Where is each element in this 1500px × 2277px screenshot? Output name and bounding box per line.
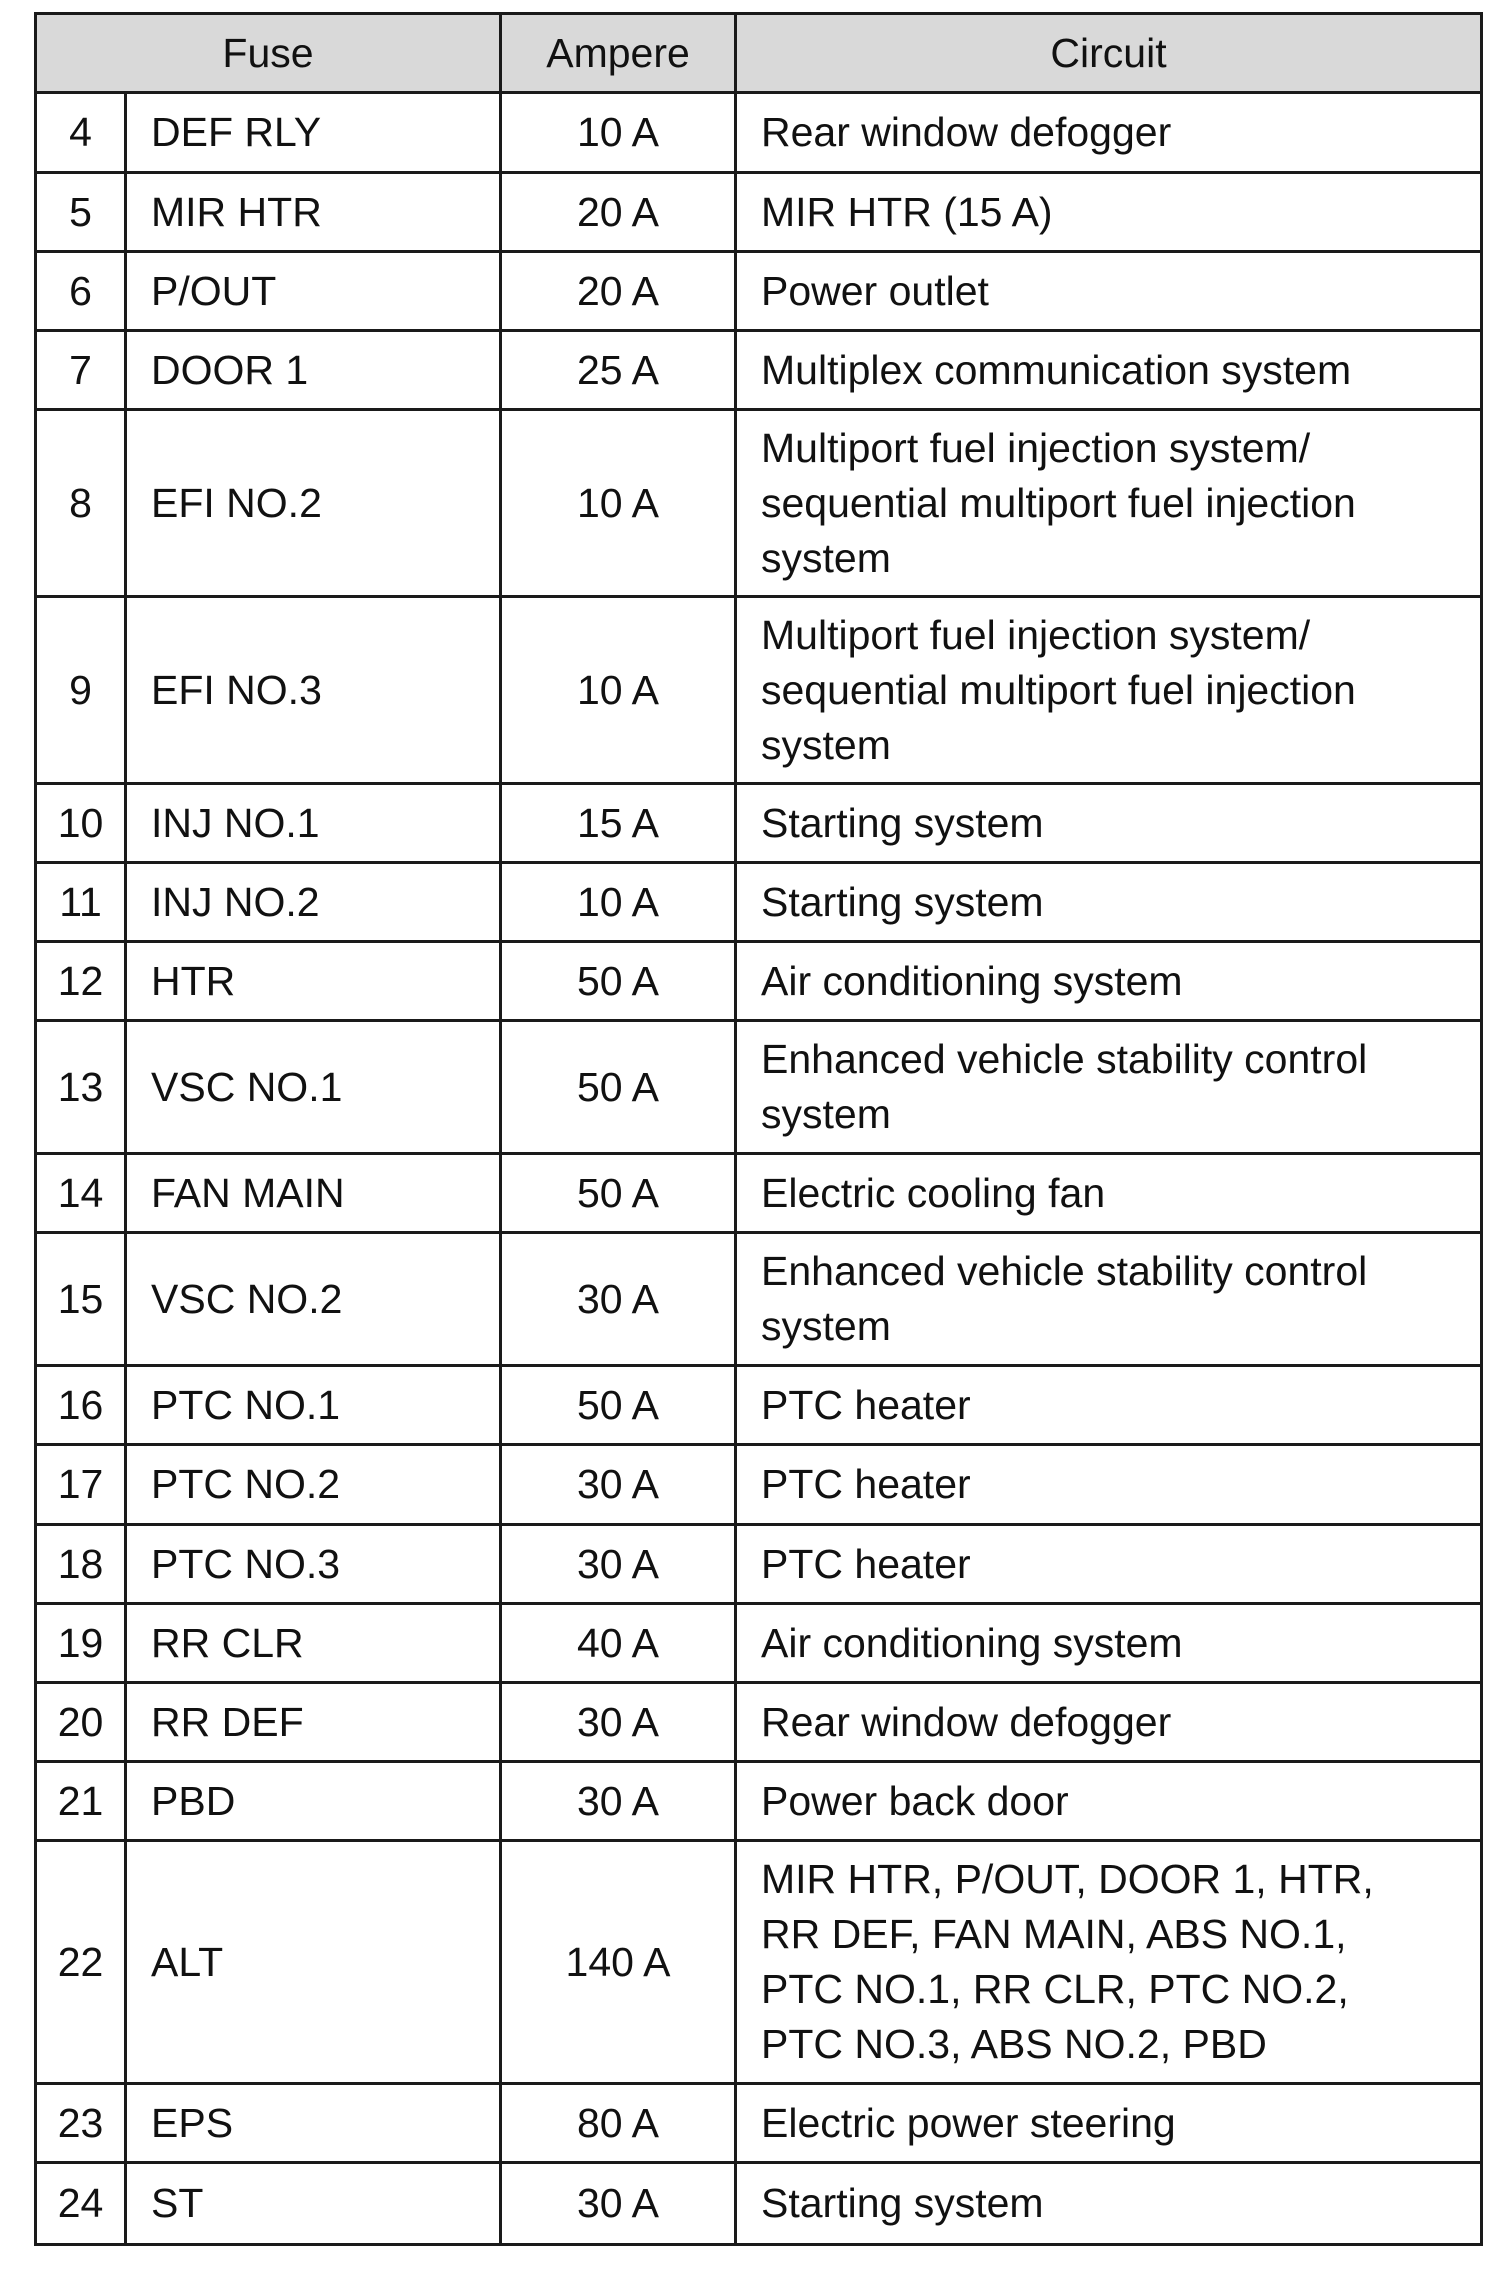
fuse-number: 6 xyxy=(36,252,126,331)
fuse-ampere: 50 A xyxy=(501,942,736,1021)
fuse-number: 9 xyxy=(36,597,126,784)
table-row xyxy=(36,784,1482,863)
fuse-name: EPS xyxy=(126,2084,501,2163)
fuse-ampere: 20 A xyxy=(501,252,736,331)
fuse-name: INJ NO.1 xyxy=(126,784,501,863)
fuse-circuit: Multiplex communication system xyxy=(736,331,1482,410)
fuse-name: RR DEF xyxy=(126,1683,501,1762)
fuse-circuit: Air conditioning system xyxy=(736,942,1482,1021)
fuse-name: ALT xyxy=(126,1841,501,2084)
table-row xyxy=(36,942,1482,1021)
fuse-number: 21 xyxy=(36,1762,126,1841)
fuse-number: 12 xyxy=(36,942,126,1021)
fuse-name: VSC NO.1 xyxy=(126,1021,501,1154)
table-row xyxy=(36,863,1482,942)
fuse-ampere: 80 A xyxy=(501,2084,736,2163)
fuse-name: EFI NO.3 xyxy=(126,597,501,784)
fuse-circuit: Enhanced vehicle stability control system xyxy=(736,1021,1482,1154)
table-row xyxy=(36,1445,1482,1525)
table-row xyxy=(36,1154,1482,1233)
table-row xyxy=(36,597,1482,784)
fuse-number: 8 xyxy=(36,410,126,597)
table-row xyxy=(36,1233,1482,1366)
fuse-ampere: 30 A xyxy=(501,1525,736,1604)
fuse-circuit: PTC heater xyxy=(736,1525,1482,1604)
fuse-ampere: 140 A xyxy=(501,1841,736,2084)
fuse-name: EFI NO.2 xyxy=(126,410,501,597)
fuse-circuit: Enhanced vehicle stability control system xyxy=(736,1233,1482,1366)
fuse-circuit: Multiport fuel injection system/ sequential multiport fuel injection system xyxy=(736,597,1482,784)
fuse-ampere: 15 A xyxy=(501,784,736,863)
fuse-number: 4 xyxy=(36,93,126,173)
table-row xyxy=(36,1841,1482,2084)
fuse-name: VSC NO.2 xyxy=(126,1233,501,1366)
fuse-table-body xyxy=(36,93,1482,2245)
fuse-name: PBD xyxy=(126,1762,501,1841)
fuse-name: FAN MAIN xyxy=(126,1154,501,1233)
fuse-ampere: 10 A xyxy=(501,93,736,173)
fuse-table xyxy=(34,12,1483,2246)
table-row xyxy=(36,331,1482,410)
table-row xyxy=(36,1762,1482,1841)
fuse-circuit: PTC heater xyxy=(736,1366,1482,1445)
fuse-name: DOOR 1 xyxy=(126,331,501,410)
fuse-circuit: Air conditioning system xyxy=(736,1604,1482,1683)
fuse-number: 17 xyxy=(36,1445,126,1525)
fuse-number: 20 xyxy=(36,1683,126,1762)
fuse-ampere: 10 A xyxy=(501,863,736,942)
fuse-ampere: 50 A xyxy=(501,1021,736,1154)
header-fuse: Fuse xyxy=(36,14,501,93)
fuse-circuit: Multiport fuel injection system/ sequential multiport fuel injection system xyxy=(736,410,1482,597)
fuse-number: 5 xyxy=(36,173,126,252)
fuse-ampere: 30 A xyxy=(501,1233,736,1366)
fuse-number: 16 xyxy=(36,1366,126,1445)
table-row xyxy=(36,1366,1482,1445)
fuse-number: 14 xyxy=(36,1154,126,1233)
fuse-ampere: 30 A xyxy=(501,1445,736,1525)
fuse-name: ST xyxy=(126,2163,501,2245)
fuse-circuit: Electric cooling fan xyxy=(736,1154,1482,1233)
header-circuit: Circuit xyxy=(736,14,1482,93)
fuse-circuit: PTC heater xyxy=(736,1445,1482,1525)
fuse-name: PTC NO.3 xyxy=(126,1525,501,1604)
fuse-number: 23 xyxy=(36,2084,126,2163)
fuse-circuit: Starting system xyxy=(736,784,1482,863)
fuse-number: 19 xyxy=(36,1604,126,1683)
header-ampere: Ampere xyxy=(501,14,736,93)
table-row xyxy=(36,1525,1482,1604)
fuse-number: 11 xyxy=(36,863,126,942)
fuse-number: 15 xyxy=(36,1233,126,1366)
fuse-number: 24 xyxy=(36,2163,126,2245)
fuse-circuit: MIR HTR (15 A) xyxy=(736,173,1482,252)
fuse-ampere: 10 A xyxy=(501,597,736,784)
fuse-number: 10 xyxy=(36,784,126,863)
fuse-circuit: Power back door xyxy=(736,1762,1482,1841)
fuse-name: PTC NO.2 xyxy=(126,1445,501,1525)
table-row xyxy=(36,93,1482,173)
table-row xyxy=(36,2084,1482,2163)
fuse-circuit: Starting system xyxy=(736,2163,1482,2245)
table-row xyxy=(36,1021,1482,1154)
fuse-ampere: 10 A xyxy=(501,410,736,597)
fuse-name: DEF RLY xyxy=(126,93,501,173)
table-row xyxy=(36,2163,1482,2245)
fuse-ampere: 40 A xyxy=(501,1604,736,1683)
fuse-ampere: 50 A xyxy=(501,1154,736,1233)
fuse-circuit: Power outlet xyxy=(736,252,1482,331)
header-row xyxy=(36,14,1482,93)
fuse-circuit: Electric power steering xyxy=(736,2084,1482,2163)
table-row xyxy=(36,1683,1482,1762)
fuse-circuit: Rear window defogger xyxy=(736,1683,1482,1762)
fuse-ampere: 20 A xyxy=(501,173,736,252)
fuse-name: PTC NO.1 xyxy=(126,1366,501,1445)
fuse-circuit: Starting system xyxy=(736,863,1482,942)
fuse-name: HTR xyxy=(126,942,501,1021)
table-row xyxy=(36,173,1482,252)
fuse-number: 7 xyxy=(36,331,126,410)
fuse-circuit: Rear window defogger xyxy=(736,93,1482,173)
table-row xyxy=(36,410,1482,597)
fuse-ampere: 25 A xyxy=(501,331,736,410)
fuse-circuit: MIR HTR, P/OUT, DOOR 1, HTR, RR DEF, FAN MAIN, ABS NO.1, PTC NO.1, RR CLR, PTC NO.2, PTC NO.3, ABS NO.2, PBD xyxy=(736,1841,1482,2084)
fuse-name: INJ NO.2 xyxy=(126,863,501,942)
fuse-name: P/OUT xyxy=(126,252,501,331)
fuse-ampere: 30 A xyxy=(501,1762,736,1841)
fuse-ampere: 30 A xyxy=(501,2163,736,2245)
fuse-number: 22 xyxy=(36,1841,126,2084)
fuse-name: RR CLR xyxy=(126,1604,501,1683)
table-row xyxy=(36,252,1482,331)
fuse-name: MIR HTR xyxy=(126,173,501,252)
table-row xyxy=(36,1604,1482,1683)
fuse-ampere: 50 A xyxy=(501,1366,736,1445)
fuse-number: 18 xyxy=(36,1525,126,1604)
fuse-ampere: 30 A xyxy=(501,1683,736,1762)
fuse-number: 13 xyxy=(36,1021,126,1154)
